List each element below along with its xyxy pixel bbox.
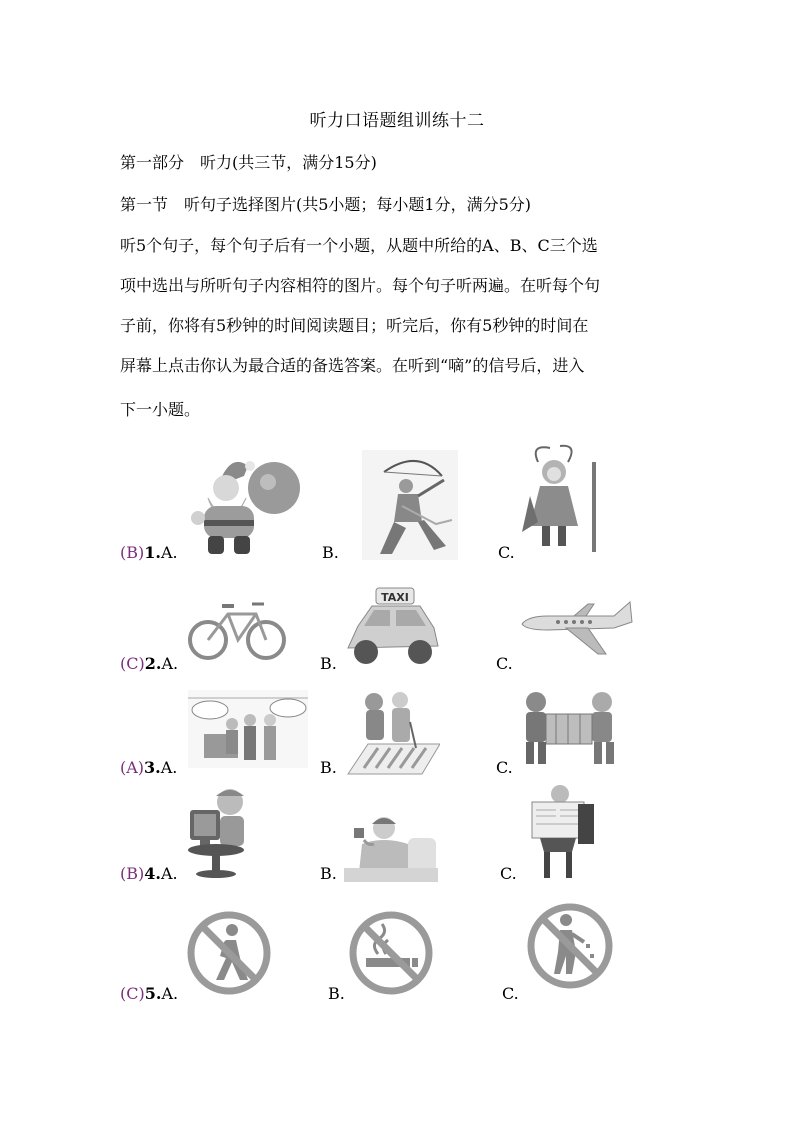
man-reading-newspaper-icon[interactable] bbox=[526, 782, 598, 880]
answer-label bbox=[120, 758, 177, 777]
answer-label bbox=[120, 864, 178, 883]
option-c-label: C. bbox=[500, 864, 517, 883]
carrying-box-icon[interactable] bbox=[514, 688, 626, 768]
woman-drinking-coffee-icon[interactable] bbox=[344, 814, 438, 882]
option-b-label: B. bbox=[320, 758, 337, 777]
instruction-line: 下一小题。 bbox=[120, 400, 201, 419]
instruction-line: 项中选出与所听句子内容相符的图片。每个句子听两遍。在听每个句 bbox=[120, 276, 601, 295]
question-number: 2. bbox=[144, 654, 162, 673]
crosswalk-helping-icon[interactable] bbox=[344, 688, 440, 776]
no-smoking-sign-icon[interactable] bbox=[348, 910, 434, 996]
answer-letter: (C) bbox=[120, 654, 145, 673]
answer-label bbox=[120, 543, 178, 562]
question-number: 5. bbox=[144, 984, 162, 1003]
question-number: 1. bbox=[144, 543, 161, 562]
instruction-line: 子前，你将有5秒钟的时间阅读题目；听完后，你有5秒钟的时间在 bbox=[120, 316, 589, 335]
option-b-label: B. bbox=[328, 984, 345, 1003]
question-number: 3. bbox=[144, 758, 161, 777]
answer-label bbox=[120, 654, 178, 673]
no-littering-sign-icon[interactable] bbox=[526, 902, 614, 990]
instruction-line: 屏幕上点击你认为最合适的备选答案。在听到“嘀”的信号后，进入 bbox=[120, 356, 585, 375]
bus-seat-giving-icon[interactable] bbox=[188, 690, 308, 768]
taxi-icon[interactable] bbox=[342, 586, 442, 670]
option-c-label: C. bbox=[496, 758, 513, 777]
section-heading: 第一节 听句子选择图片(共5小题；每小题1分，满分5分) bbox=[120, 195, 532, 214]
option-c-label: C. bbox=[496, 654, 513, 673]
santa-claus-icon[interactable] bbox=[188, 446, 306, 558]
boy-at-computer-icon[interactable] bbox=[186, 784, 256, 880]
airplane-icon[interactable] bbox=[518, 598, 634, 656]
monkey-king-icon[interactable] bbox=[520, 442, 604, 554]
option-c-label: C. bbox=[498, 543, 515, 562]
instruction-line: 听5个句子，每个句子后有一个小题，从题中所给的A、B、C三个选 bbox=[120, 236, 598, 255]
option-a-label: A. bbox=[161, 984, 179, 1003]
answer-letter: (C) bbox=[120, 984, 145, 1003]
answer-letter: (B) bbox=[120, 543, 145, 562]
option-a-label: A. bbox=[160, 758, 178, 777]
archer-icon[interactable] bbox=[362, 450, 458, 560]
answer-letter: (A) bbox=[120, 758, 145, 777]
option-b-label: B. bbox=[320, 864, 337, 883]
option-a-label: A. bbox=[160, 864, 178, 883]
option-a-label: A. bbox=[160, 543, 178, 562]
no-walking-sign-icon[interactable] bbox=[186, 910, 272, 996]
option-a-label: A. bbox=[161, 654, 179, 673]
option-c-label: C. bbox=[502, 984, 519, 1003]
answer-letter: (B) bbox=[120, 864, 145, 883]
taxi-sign-text: TAXI bbox=[381, 591, 409, 604]
option-b-label: B. bbox=[322, 543, 339, 562]
option-b-label: B. bbox=[320, 654, 337, 673]
part-heading: 第一部分 听力(共三节，满分15分) bbox=[120, 153, 377, 172]
page-title: 听力口语题组训练十二 bbox=[309, 111, 485, 131]
question-number: 4. bbox=[144, 864, 161, 883]
bicycle-icon[interactable] bbox=[186, 594, 290, 664]
answer-label bbox=[120, 984, 178, 1003]
